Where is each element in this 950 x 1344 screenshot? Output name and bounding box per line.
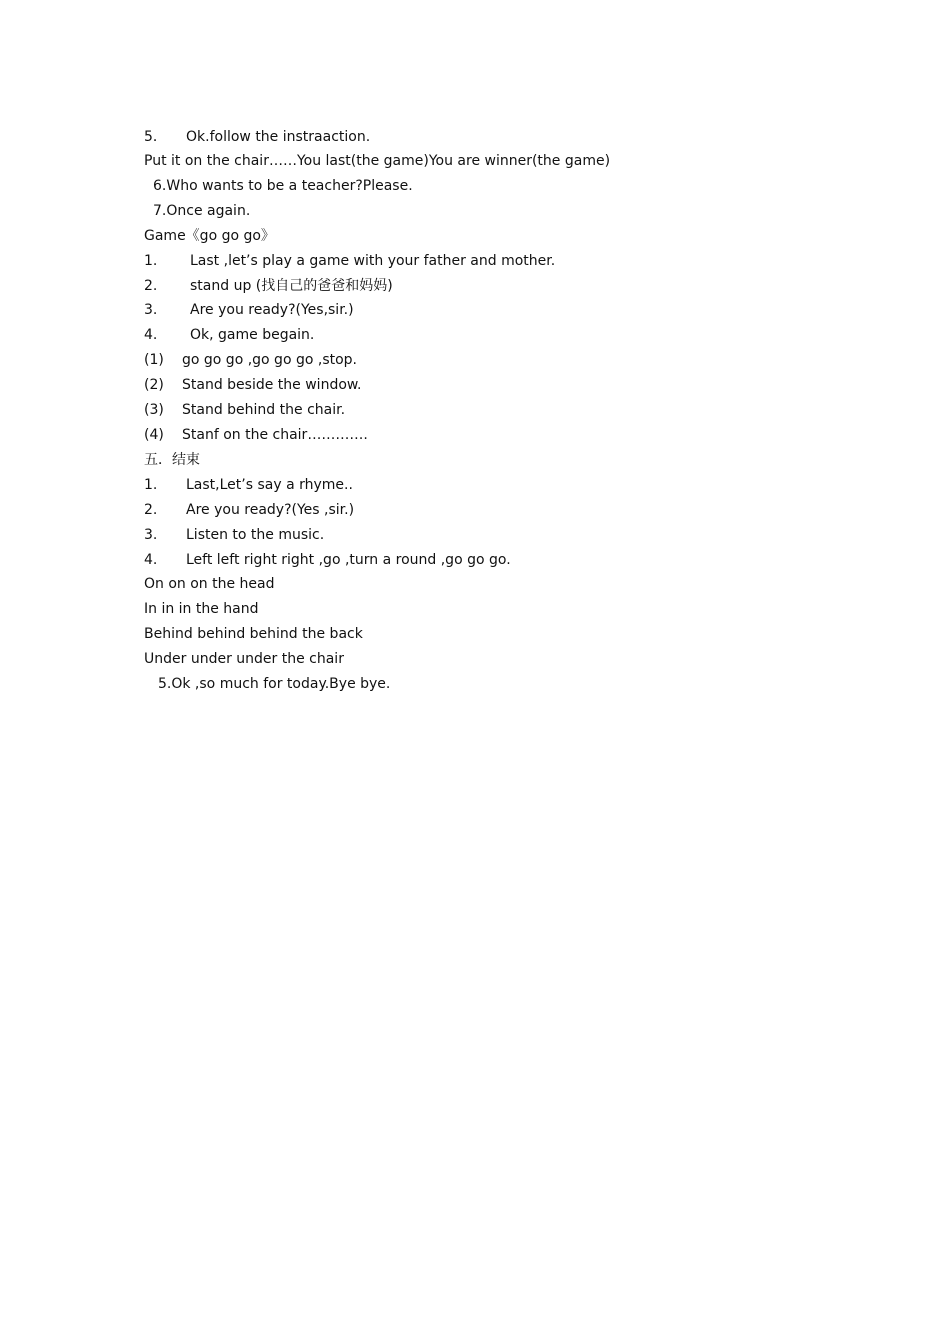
ending-step-4 [144, 550, 511, 570]
game-step-2 [144, 276, 393, 296]
list-number: 5． [144, 129, 167, 145]
list-number: (1) [144, 352, 164, 368]
list-number: 2. [144, 502, 158, 518]
list-number: (2) [144, 377, 164, 393]
step-5-line [144, 127, 370, 147]
game-step-4 [144, 325, 314, 345]
line-text: 5.Ok ,so much for today.Bye bye. [158, 676, 391, 692]
line-text: Are you ready?(Yes ,sir.) [186, 502, 355, 518]
sub-step-4 [144, 425, 368, 445]
line-text: Are you ready?(Yes,sir.) [190, 302, 354, 318]
line-text: On on on the head [144, 576, 275, 592]
line-text: 6.Who wants to be a teacher?Please. [153, 178, 413, 194]
line-text: Under under under the chair [144, 651, 344, 667]
line-text: go go go ,go go go ,stop. [182, 352, 357, 368]
line-text: 五．结束 [144, 452, 200, 468]
rhyme-line-2 [144, 599, 259, 619]
line-text: stand up ( [190, 278, 262, 294]
step-6-line [153, 176, 413, 196]
rhyme-line-4 [144, 649, 344, 669]
line-text: Stand beside the window. [182, 377, 362, 393]
sub-step-1 [144, 350, 357, 370]
chair-instruction-line [144, 151, 610, 171]
list-number: (4) [144, 427, 164, 443]
line-text: Game《go go go》 [144, 228, 275, 244]
line-text: Listen to the music. [186, 527, 325, 543]
game-step-3 [144, 300, 354, 320]
list-number: (3) [144, 402, 164, 418]
ending-step-3 [144, 525, 324, 545]
list-number: 1. [144, 477, 158, 493]
ending-step-2 [144, 500, 354, 520]
rhyme-line-1 [144, 574, 275, 594]
step-7-line [153, 201, 250, 221]
list-number: 1. [144, 253, 158, 269]
sub-step-3 [144, 400, 345, 420]
rhyme-line-3 [144, 624, 363, 644]
ending-step-1 [144, 475, 353, 495]
line-text: In in in the hand [144, 601, 259, 617]
line-text: Ok.follow the instraaction. [186, 129, 371, 145]
closing-line [158, 674, 390, 694]
line-text: Ok, game begain. [190, 327, 315, 343]
list-number: 3. [144, 527, 158, 543]
section-heading-ending [144, 450, 200, 470]
line-text: ) [387, 278, 393, 294]
line-text: Stanf on the chair…………. [182, 427, 368, 443]
sub-step-2 [144, 375, 362, 395]
line-text: Stand behind the chair. [182, 402, 346, 418]
game-step-1 [144, 251, 555, 271]
line-text: Put it on the chair……You last(the game)You are winner(the game) [144, 153, 611, 169]
line-text: 7.Once again. [153, 203, 251, 219]
list-number: 2. [144, 278, 158, 294]
list-number: 4. [144, 327, 158, 343]
line-text: Last ,let’s play a game with your father and mother. [190, 253, 556, 269]
game-heading [144, 226, 275, 246]
line-text: Last,Let’s say a rhyme.. [186, 477, 353, 493]
chinese-text: 找自己的爸爸和妈妈 [261, 278, 388, 294]
line-text: Left left right right ,go ,turn a round ,go go go. [186, 552, 511, 568]
line-text: Behind behind behind the back [144, 626, 363, 642]
list-number: 3. [144, 302, 158, 318]
list-number: 4. [144, 552, 158, 568]
